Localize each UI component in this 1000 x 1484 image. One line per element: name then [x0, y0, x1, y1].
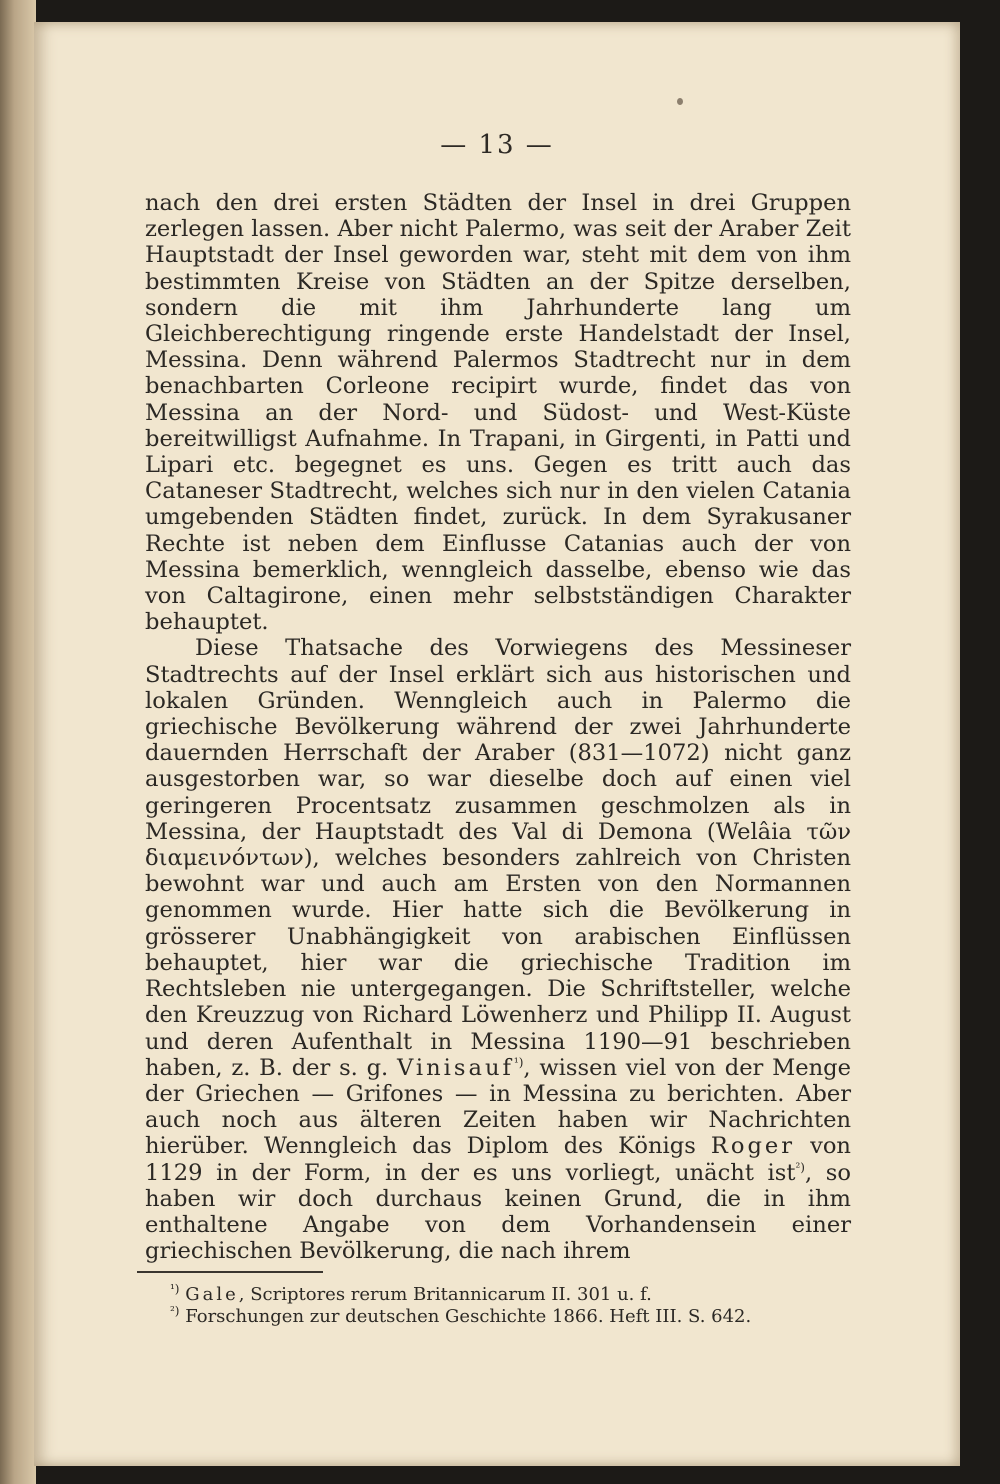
footnote-ref-2: ²)	[795, 1159, 805, 1174]
paragraph-1	[145, 190, 851, 635]
body-text	[145, 190, 851, 1264]
footnote-2-mark: ²)	[170, 1304, 180, 1318]
paragraph-2-text-c: von 1129 in der Form, in der es uns vorliegt, unächt ist	[145, 1133, 851, 1186]
footnote-1-author: Gale	[185, 1284, 239, 1305]
spaced-name-vinisauf: Vinisauf	[396, 1054, 514, 1081]
footnote-1-text: , Scriptores rerum Britannicarum II. 301 u. f.	[238, 1284, 652, 1305]
footnotes	[170, 1284, 870, 1328]
spaced-name-roger: Roger	[710, 1133, 796, 1160]
footnote-1-mark: ¹)	[170, 1282, 180, 1296]
book-page	[34, 22, 960, 1466]
footnote-divider	[137, 1271, 323, 1273]
paragraph-2-text-d: , so haben wir doch durchaus keinen Grund, die in ihm enthaltene Angabe von dem Vorhandensein einer griechischen Bevölkerung, die nach ihrem	[145, 1159, 852, 1265]
paper-spot	[677, 98, 683, 105]
page-number: — 13 —	[440, 130, 554, 160]
paragraph-2	[145, 635, 851, 1264]
paragraph-2-text-a: Diese Thatsache des Vorwiegens des Messineser Stadtrechts auf der Insel erklärt sich aus historischen und lokalen Gründen. Wenngleich auch in Palermo die griechische Bevölkerung während der zwei Jahrhunderte dauernden Herrschaft der Araber (831—1072) nicht ganz ausgestorben war, so war dieselbe doch auf einen viel geringeren Procentsatz zusammen geschmolzen als in Messina, der Hauptstadt des Val di Demona (Welâia τῶν διαμεινόντων), welches besonders zahlreich von Christen bewohnt war und auch am Ersten von den Normannen genommen wurde. Hier hatte sich die Bevölkerung in grösserer Unabhängigkeit von arabischen Einflüssen behauptet, hier war die griechische Tradition im Rechtsleben nie untergegangen. Die Schriftsteller, welche den Kreuzzug von Richard Löwenherz und Philipp II. August und deren Aufenthalt in Messina 1190—91 beschrieben haben, z. B. der s. g.	[145, 635, 851, 1081]
footnote-1	[170, 1284, 870, 1306]
footnote-2-text: Forschungen zur deutschen Geschichte 1866. Heft III. S. 642.	[185, 1306, 752, 1327]
book-spine-edge	[0, 0, 36, 1484]
footnote-2	[170, 1306, 870, 1328]
paragraph-1-text: nach den drei ersten Städten der Insel in drei Gruppen zerlegen lassen. Aber nicht Palermo, was seit der Araber Zeit Hauptstadt der Insel geworden war, steht mit dem von ihm bestimmten Kreise von Städten an der Spitze derselben, sondern die mit ihm Jahrhunderte lang um Gleichberechtigung ringende erste Handelstadt der Insel, Messina. Denn während Palermos Stadtrecht nur in dem benachbarten Corleone recipirt wurde, findet das von Messina an der Nord- und Südost- und West-Küste bereitwilligst Aufnahme. In Trapani, in Girgenti, in Patti und Lipari etc. begegnet es uns. Gegen es tritt auch das Cataneser Stadtrecht, welches sich nur in den vielen Catania umgebenden Städten findet, zurück. In dem Syrakusaner Rechte ist neben dem Einflusse Catanias auch der von Messina bemerklich, wenngleich dasselbe, ebenso wie das von Caltagirone, einen mehr selbstständigen Charakter behauptet.	[145, 190, 851, 636]
paragraph-2-text-b: , wissen viel von der Menge der Griechen — Grifones — in Messina zu berichten. Aber auch noch aus älteren Zeiten haben wir Nachrichten hierüber. Wenngleich das Diplom des Königs	[145, 1054, 851, 1160]
footnote-ref-1: ¹)	[513, 1055, 524, 1070]
